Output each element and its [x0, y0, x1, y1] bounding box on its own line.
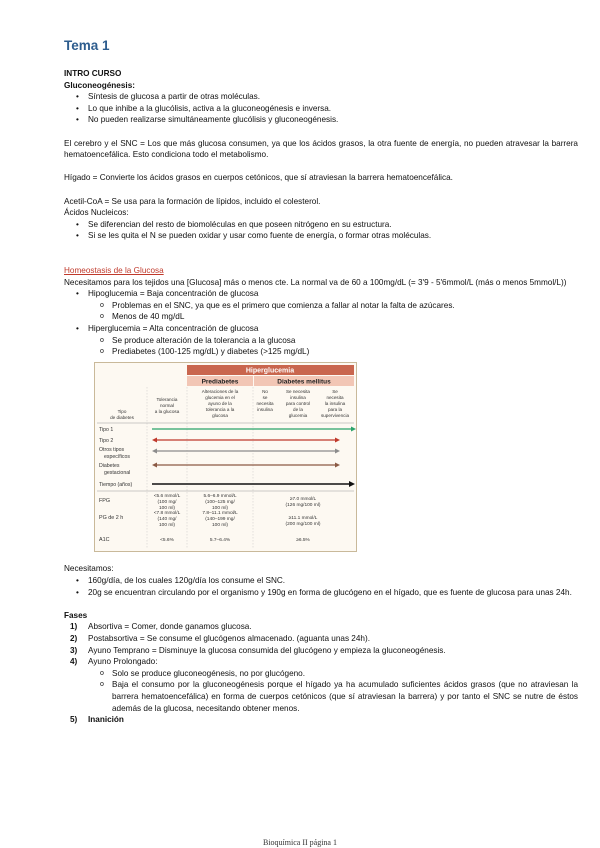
normal-value: <5.6 mmol/L — [153, 493, 181, 499]
normal-value: (140 mg/ — [157, 516, 177, 522]
list-item: 1) Absortiva = Comer, donde ganamos glucosa. — [70, 622, 252, 632]
list-item: • Hipoglucemia = Baja concentración de glucosa — [76, 289, 259, 299]
list-item: • Se diferencian del resto de biomoléculas en que poseen nitrógeno en su estructura. — [76, 219, 392, 229]
diabetes-value: ≥11.1 mmol/L — [288, 515, 318, 521]
column-header-insulina-supervivencia: necesita — [326, 394, 344, 400]
column-header-insulina-supervivencia: Se — [332, 388, 338, 394]
brain-paragraph: El cerebro y el SNC = Los que más glucosa consumen, ya que los ácidos grasos, la otra fuente de energía, no pueden atravesar la barrera hematoencefálica. Esto condiciona todo el metabolismo. — [64, 138, 578, 160]
column-header-insulina-supervivencia: la insulina — [324, 400, 346, 406]
diabetes-value: ≥6.5% — [296, 537, 310, 543]
figure-header-hyper-text: Hiperglucemia — [245, 367, 295, 375]
list-item: • 20g se encuentran circulando por el organismo y 190g en forma de glucógeno en el hígado, que es fuente de glucosa para unas 24h. — [76, 587, 572, 597]
list-item: • Lo que inhibe a la glucólisis, activa a la gluconeogénesis e inversa. — [76, 103, 332, 113]
liver-paragraph: Hígado = Convierte los ácidos grasos en cuerpos cetónicos, que sí atraviesan la barrera hematoencefálica. — [64, 173, 453, 183]
page-title: Tema 1 — [64, 38, 110, 53]
figure-header-prediabetes: Prediabetes — [201, 378, 239, 386]
row-label: Tiempo (años) — [99, 481, 133, 488]
list-item: • No pueden realizarse simultáneamente glucólisis y gluconeogénesis. — [76, 115, 339, 125]
prediabetes-value: 100 ml) — [212, 522, 228, 528]
list-item: • Hiperglucemia = Alta concentración de glucosa — [76, 324, 259, 334]
page-footer: Bioquímica II página 1 — [263, 838, 337, 847]
needs-heading: Necesitamos: — [64, 564, 114, 574]
column-header-insulina-control: de la — [293, 406, 303, 412]
homeostasis-heading: Homeostasis de la Glucosa — [64, 266, 164, 276]
acetyl-paragraph: Acetil-CoA = Se usa para la formación de lípidos, incluido el colesterol. — [64, 196, 321, 206]
phases-heading: Fases — [64, 610, 88, 620]
list-item: • Si se les quita el N se pueden oxidar y usar como fuente de energía, o formar otras moléculas. — [76, 231, 432, 241]
gluco-heading: Gluconeogénesis: — [64, 80, 135, 90]
column-header-insulina-supervivencia: para la — [327, 406, 343, 412]
list-item: • 160g/día, de los cuales 120g/día los consume el SNC. — [76, 576, 286, 586]
diabetes-figure-svg — [95, 363, 356, 551]
phases-list — [64, 621, 578, 725]
list-item: 4) Ayuno Prolongado: — [70, 657, 158, 667]
column-header-normal: a la glucosa — [154, 408, 180, 414]
column-header-alteraciones: glucemia en el — [205, 394, 235, 400]
lab-label: A1C — [99, 536, 110, 543]
column-header-no-insulina: insulina — [257, 406, 273, 412]
document-body — [64, 68, 578, 726]
lab-label: PG de 2 h — [99, 514, 124, 521]
prediabetes-value: (140–199 mg/ — [205, 516, 235, 522]
list-item: o Problemas en el SNC, ya que es el primero que comienza a fallar al notar la falta de azúcares. — [100, 300, 455, 310]
row-label: específicos — [104, 453, 130, 460]
column-header-insulina-control: insulina — [290, 394, 306, 400]
column-header-insulina-supervivencia: supervivencia — [320, 412, 350, 418]
list-item: o Menos de 40 mg/dL — [100, 312, 185, 322]
column-header-no-insulina: se — [262, 394, 268, 400]
diabetes-value: (200 mg/100 ml) — [285, 521, 321, 527]
list-item: 2) Postabsortiva = Se consume el glucógenos almacenado. (aguanta unas 24h). — [70, 634, 370, 643]
column-header-insulina-control: Se necesita — [285, 388, 311, 394]
list-item: • Síntesis de glucosa a partir de otras moléculas. — [76, 92, 261, 102]
column-header-normal: normal — [159, 402, 175, 408]
row-label: Diabetes — [99, 462, 120, 469]
normal-value: <7.8 mmol/L — [153, 510, 181, 516]
column-header-alteraciones: Alteraciones de la — [201, 388, 239, 394]
diabetes-value: (126 mg/100 ml) — [285, 502, 321, 508]
nucleic-heading: Ácidos Nucleicos: — [64, 208, 129, 218]
normal-value: <5.6% — [160, 537, 174, 543]
normal-value: (100 mg/ — [157, 499, 177, 505]
column-header-no-insulina: No — [262, 388, 268, 394]
column-header-alteraciones: ayuno de la — [208, 400, 232, 406]
diabetes-figure — [94, 362, 357, 552]
column-header-tipo: de diabetes — [110, 414, 134, 420]
column-header-insulina-control: para control — [285, 400, 311, 406]
diabetes-value: ≥7.0 mmol/L — [289, 496, 317, 502]
prediabetes-value: 100 ml) — [212, 505, 228, 511]
row-label: Tipo 1 — [99, 426, 114, 433]
needs-list — [64, 575, 578, 598]
column-header-no-insulina: necesita — [256, 400, 274, 406]
prediabetes-value: 5.7–6.4% — [209, 537, 231, 543]
lab-label: FPG — [99, 497, 111, 504]
intro-heading: INTRO CURSO — [64, 69, 122, 78]
column-header-alteraciones: glucosa — [212, 412, 228, 418]
row-label: Otros tipos — [99, 446, 125, 453]
gluco-list — [64, 91, 578, 126]
list-item: o Baja el consumo por la gluconeogénesis porque el hígado ya ha acumulado suficientes ácidos grasos (que no atraviesan la barrera hematoencefálica) en forma de cuerpos cetónicos (que sí atraviesan la barrera) y por tanto el SNC se nutre de éstos además de la glucosa, necesitando obtener menos. — [100, 680, 578, 713]
list-item: o Prediabetes (100-125 mg/dL) y diabetes (>125 mg/dL) — [100, 347, 310, 357]
column-header-normal: Tolerancia — [156, 396, 178, 402]
list-item: o Se produce alteración de la tolerancia a la glucosa — [100, 335, 296, 345]
homeostasis-list — [64, 288, 578, 358]
column-header-insulina-control: glucemia — [288, 412, 308, 418]
normal-value: 100 ml) — [159, 522, 175, 528]
list-item: o Solo se produce gluconeogénesis, no por glucógeno. — [100, 668, 306, 678]
prediabetes-value: (100–125 mg/ — [205, 499, 235, 505]
homeostasis-intro: Necesitamos para los tejidos una [Glucosa] más o menos cte. La normal va de 60 a 100mg/dL (= 3'9 - 5'6mmol/L (más o menos 5mmol/L)) — [64, 277, 567, 287]
nucleic-list — [64, 219, 578, 242]
row-label: gestacional — [104, 469, 131, 476]
column-header-alteraciones: tolerancia a la — [205, 406, 235, 412]
row-label: Tipo 2 — [99, 437, 114, 444]
list-item: 5) Inanición — [70, 715, 124, 725]
list-item: 3) Ayuno Temprano = Disminuye la glucosa consumida del glucógeno y empieza la gluconeogénesis. — [70, 645, 446, 655]
normal-value: 100 ml) — [159, 505, 175, 511]
figure-header-diabetes: Diabetes mellitus — [277, 378, 331, 386]
prediabetes-value: 7.8–11.1 mmol/L — [202, 510, 238, 516]
prediabetes-value: 5.6–6.9 mmol/L — [203, 493, 237, 499]
column-header-tipo: Tipo — [117, 408, 127, 414]
